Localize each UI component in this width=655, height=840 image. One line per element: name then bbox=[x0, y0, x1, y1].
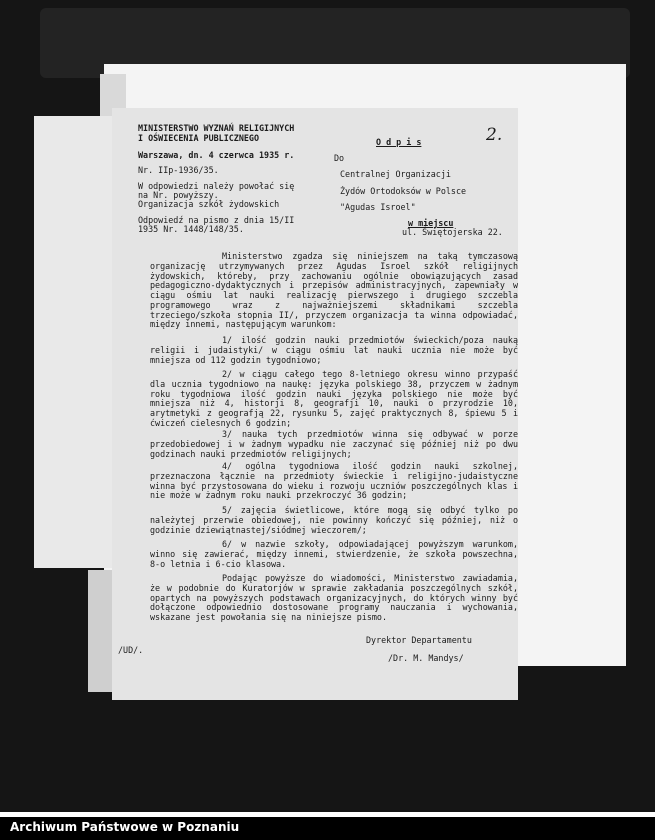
addressee-line1: Centralnej Organizacji bbox=[340, 169, 451, 179]
reply-note-line2: na Nr. powyższy. bbox=[138, 190, 219, 200]
in-reply-line1: Odpowiedź na pismo z dnia 15/II bbox=[138, 215, 295, 225]
signature-title: Dyrektor Departamentu bbox=[366, 635, 472, 645]
handwritten-number: 2. bbox=[486, 125, 503, 145]
addressee-line3: "Agudas Isroel" bbox=[340, 202, 416, 212]
street-address: ul. Świętojerska 22. bbox=[402, 227, 503, 237]
addressee-line2: Żydów Ortodoksów w Polsce bbox=[340, 186, 467, 196]
signatory-name: /Dr. M. Mandys/ bbox=[388, 653, 464, 663]
typist-initials: /UD/. bbox=[118, 645, 144, 655]
subject-line: Organizacja szkół żydowskich bbox=[138, 199, 280, 209]
local-label: w miejscu bbox=[408, 218, 454, 228]
paper-strip bbox=[88, 570, 114, 692]
ministry-name-line2: I OŚWIECENIA PUBLICZNEGO bbox=[138, 133, 260, 143]
condition-4: 4/ ogólna tygodniowa ilość godzin nauki szkolnej, przeznaczona łącznie na przedmioty świeckie i religijno-judaistyczne winna być przystosowana do wieku i rozwoju uczniów poszczególnych klas i nie może w żadnym roku nauki przekroczyć 36 godzin; bbox=[150, 461, 518, 501]
ministry-name-line1: MINISTERSTWO WYZNAŃ RELIGIJNYCH bbox=[138, 123, 295, 133]
reply-note-line1: W odpowiedzi należy powołać się bbox=[138, 181, 295, 191]
footer-separator bbox=[0, 812, 655, 817]
archive-name: Archiwum Państwowe w Poznaniu bbox=[10, 820, 240, 834]
condition-1: 1/ ilość godzin nauki przedmiotów świeckich/poza nauką religii i judaistyki/ w ciągu ośmiu lat nauki ucznia nie może być mniejsza od 112 godzin tygodniowo; bbox=[150, 335, 518, 365]
condition-6: 6/ w nazwie szkoły, odpowiadającej powyższym warunkom, winno się zawierać, między innemi, stwierdzenie, że szkoła powszechna, 8-o letnia i 6-cio klasowa. bbox=[150, 539, 518, 569]
intro-paragraph: Ministerstwo zgadza się niniejszem na taką tymczasową organizację utrzymywanych przez Agudas Isroel szkół religijnych żydowskich, któreby, przy zachowaniu ogólnie obowiązujących zasad pedagogiczno-dydaktycznych i przepisów administracyjnych, zapewniały w ciągu ośmiu lat nauki realizację pierwszego i drugiego szczebla programowego wraz z najważniejszemi składnikami szczebla trzeciego/szkoła stopnia II/, przyczem organizacja ta winna odpowiadać, między innemi, następującym warunkom: bbox=[150, 251, 518, 330]
copy-label: O d p i s bbox=[376, 137, 422, 147]
closing-paragraph: Podając powyższe do wiadomości, Ministerstwo zawiadamia, że w podobnie do Kuratorjów w sprawie zakładania poszczególnych szkół, opartych na powyższych podstawach organizacyjnych, do których winny być dołączone odpowiednio dostosowane programy nauczania i wychowania, wskazane jest powołania się na niniejsze pismo. bbox=[150, 573, 518, 622]
letter-page bbox=[112, 108, 518, 700]
condition-5: 5/ zajęcia świetlicowe, które mogą się odbyć tylko po należytej przerwie obiedowej, nie powinny kończyć się później, niż o godzinie dziewiątnastej/siódmej wieczorem/; bbox=[150, 505, 518, 535]
reference-number: Nr. IIp-1936/35. bbox=[138, 165, 219, 175]
condition-2: 2/ w ciągu całego tego 8-letniego okresu winno przypaść dla ucznia tygodniowo na naukę: języka polskiego 38, przyczem w żadnym roku tygodniowa ilość godzin nauki języka polskiego nie może być mniejsza niż 4, historji 8, geografji 10, nauki o przyrodzie 10, arytmetyki z geografją 22, rysunku 5, zajęć praktycznych 8, śpiewu 5 i ćwiczeń cielesnych 6 godzin; bbox=[150, 369, 518, 428]
in-reply-line2: 1935 Nr. 1448/148/35. bbox=[138, 224, 244, 234]
addressee-to: Do bbox=[334, 153, 345, 163]
place-date: Warszawa, dn. 4 czerwca 1935 r. bbox=[138, 150, 295, 160]
archive-footer bbox=[0, 812, 655, 840]
condition-3: 3/ nauka tych przedmiotów winna się odbywać w porze przedobiedowej i w żadnym wypadku nie zaczynać się później niż po dwu godzinach nauki przedmiotów religijnych; bbox=[150, 429, 518, 459]
